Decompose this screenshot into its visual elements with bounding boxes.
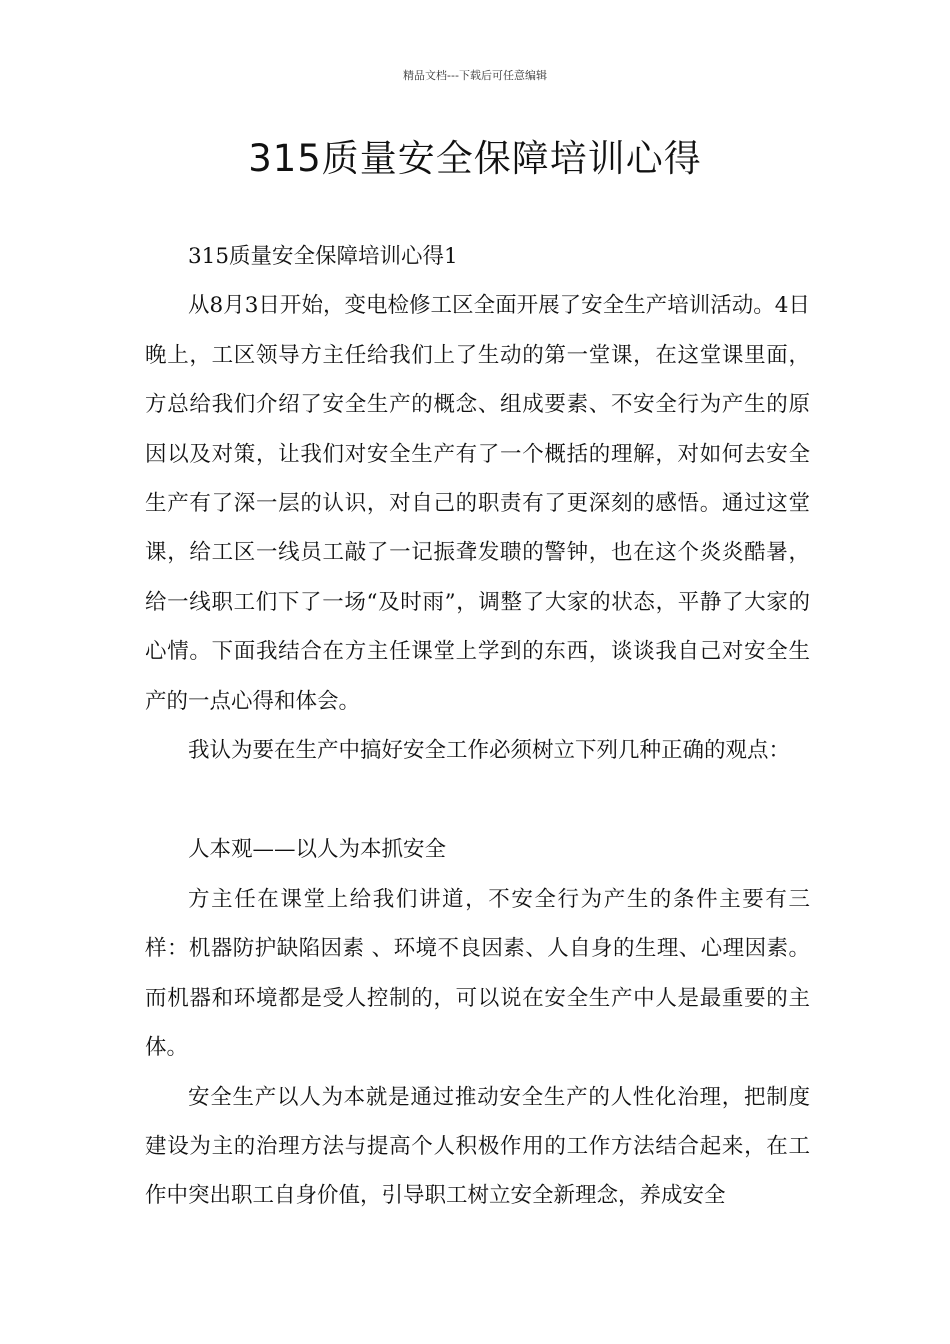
section-heading-1: 315质量安全保障培训心得1 bbox=[188, 244, 458, 269]
subheading-people-oriented: 人本观——以人为本抓安全 bbox=[188, 837, 447, 863]
paragraph-viewpoints: 我认为要在生产中搞好安全工作必须树立下列几种正确的观点： bbox=[188, 738, 791, 764]
paragraph-unsafe-factors: 方主任在课堂上给我们讲道，不安全行为产生的条件主要有三样：机器防护缺陷因素 、环境不良因素、人自身的生理、心理因素。而机器和环境都是受人控制的，可以说在安全生产中人是最重要的主体。 bbox=[145, 886, 810, 1061]
document-body bbox=[145, 232, 810, 1221]
document-title: 315质量安全保障培训心得 bbox=[248, 137, 702, 180]
paragraph-people-first: 安全生产以人为本就是通过推动安全生产的人性化治理，把制度建设为主的治理方法与提高个人积极作用的工作方法结合起来，在工作中突出职工自身价值，引导职工树立安全新理念，养成安全 bbox=[145, 1084, 810, 1209]
header-note: 精品文档---下载后可任意编辑 bbox=[403, 69, 547, 82]
paragraph-intro: 从8月3日开始，变电检修工区全面开展了安全生产培训活动。4日晚上，工区领导方主任给我们上了生动的第一堂课，在这堂课里面，方总给我们介绍了安全生产的概念、组成要素、不安全行为产生的原因以及对策，让我们对安全生产有了一个概括的理解，对如何去安全生产有了深一层的认识，对自己的职责有了更深刻的感悟。通过这堂课，给工区一线员工敲了一记振聋发聩的警钟，也在这个炎炎酷暑，给一线职工们下了一场“及时雨”，调整了大家的状态，平静了大家的心情。下面我结合在方主任课堂上学到的东西，谈谈我自己对安全生产的一点心得和体会。 bbox=[145, 293, 810, 714]
